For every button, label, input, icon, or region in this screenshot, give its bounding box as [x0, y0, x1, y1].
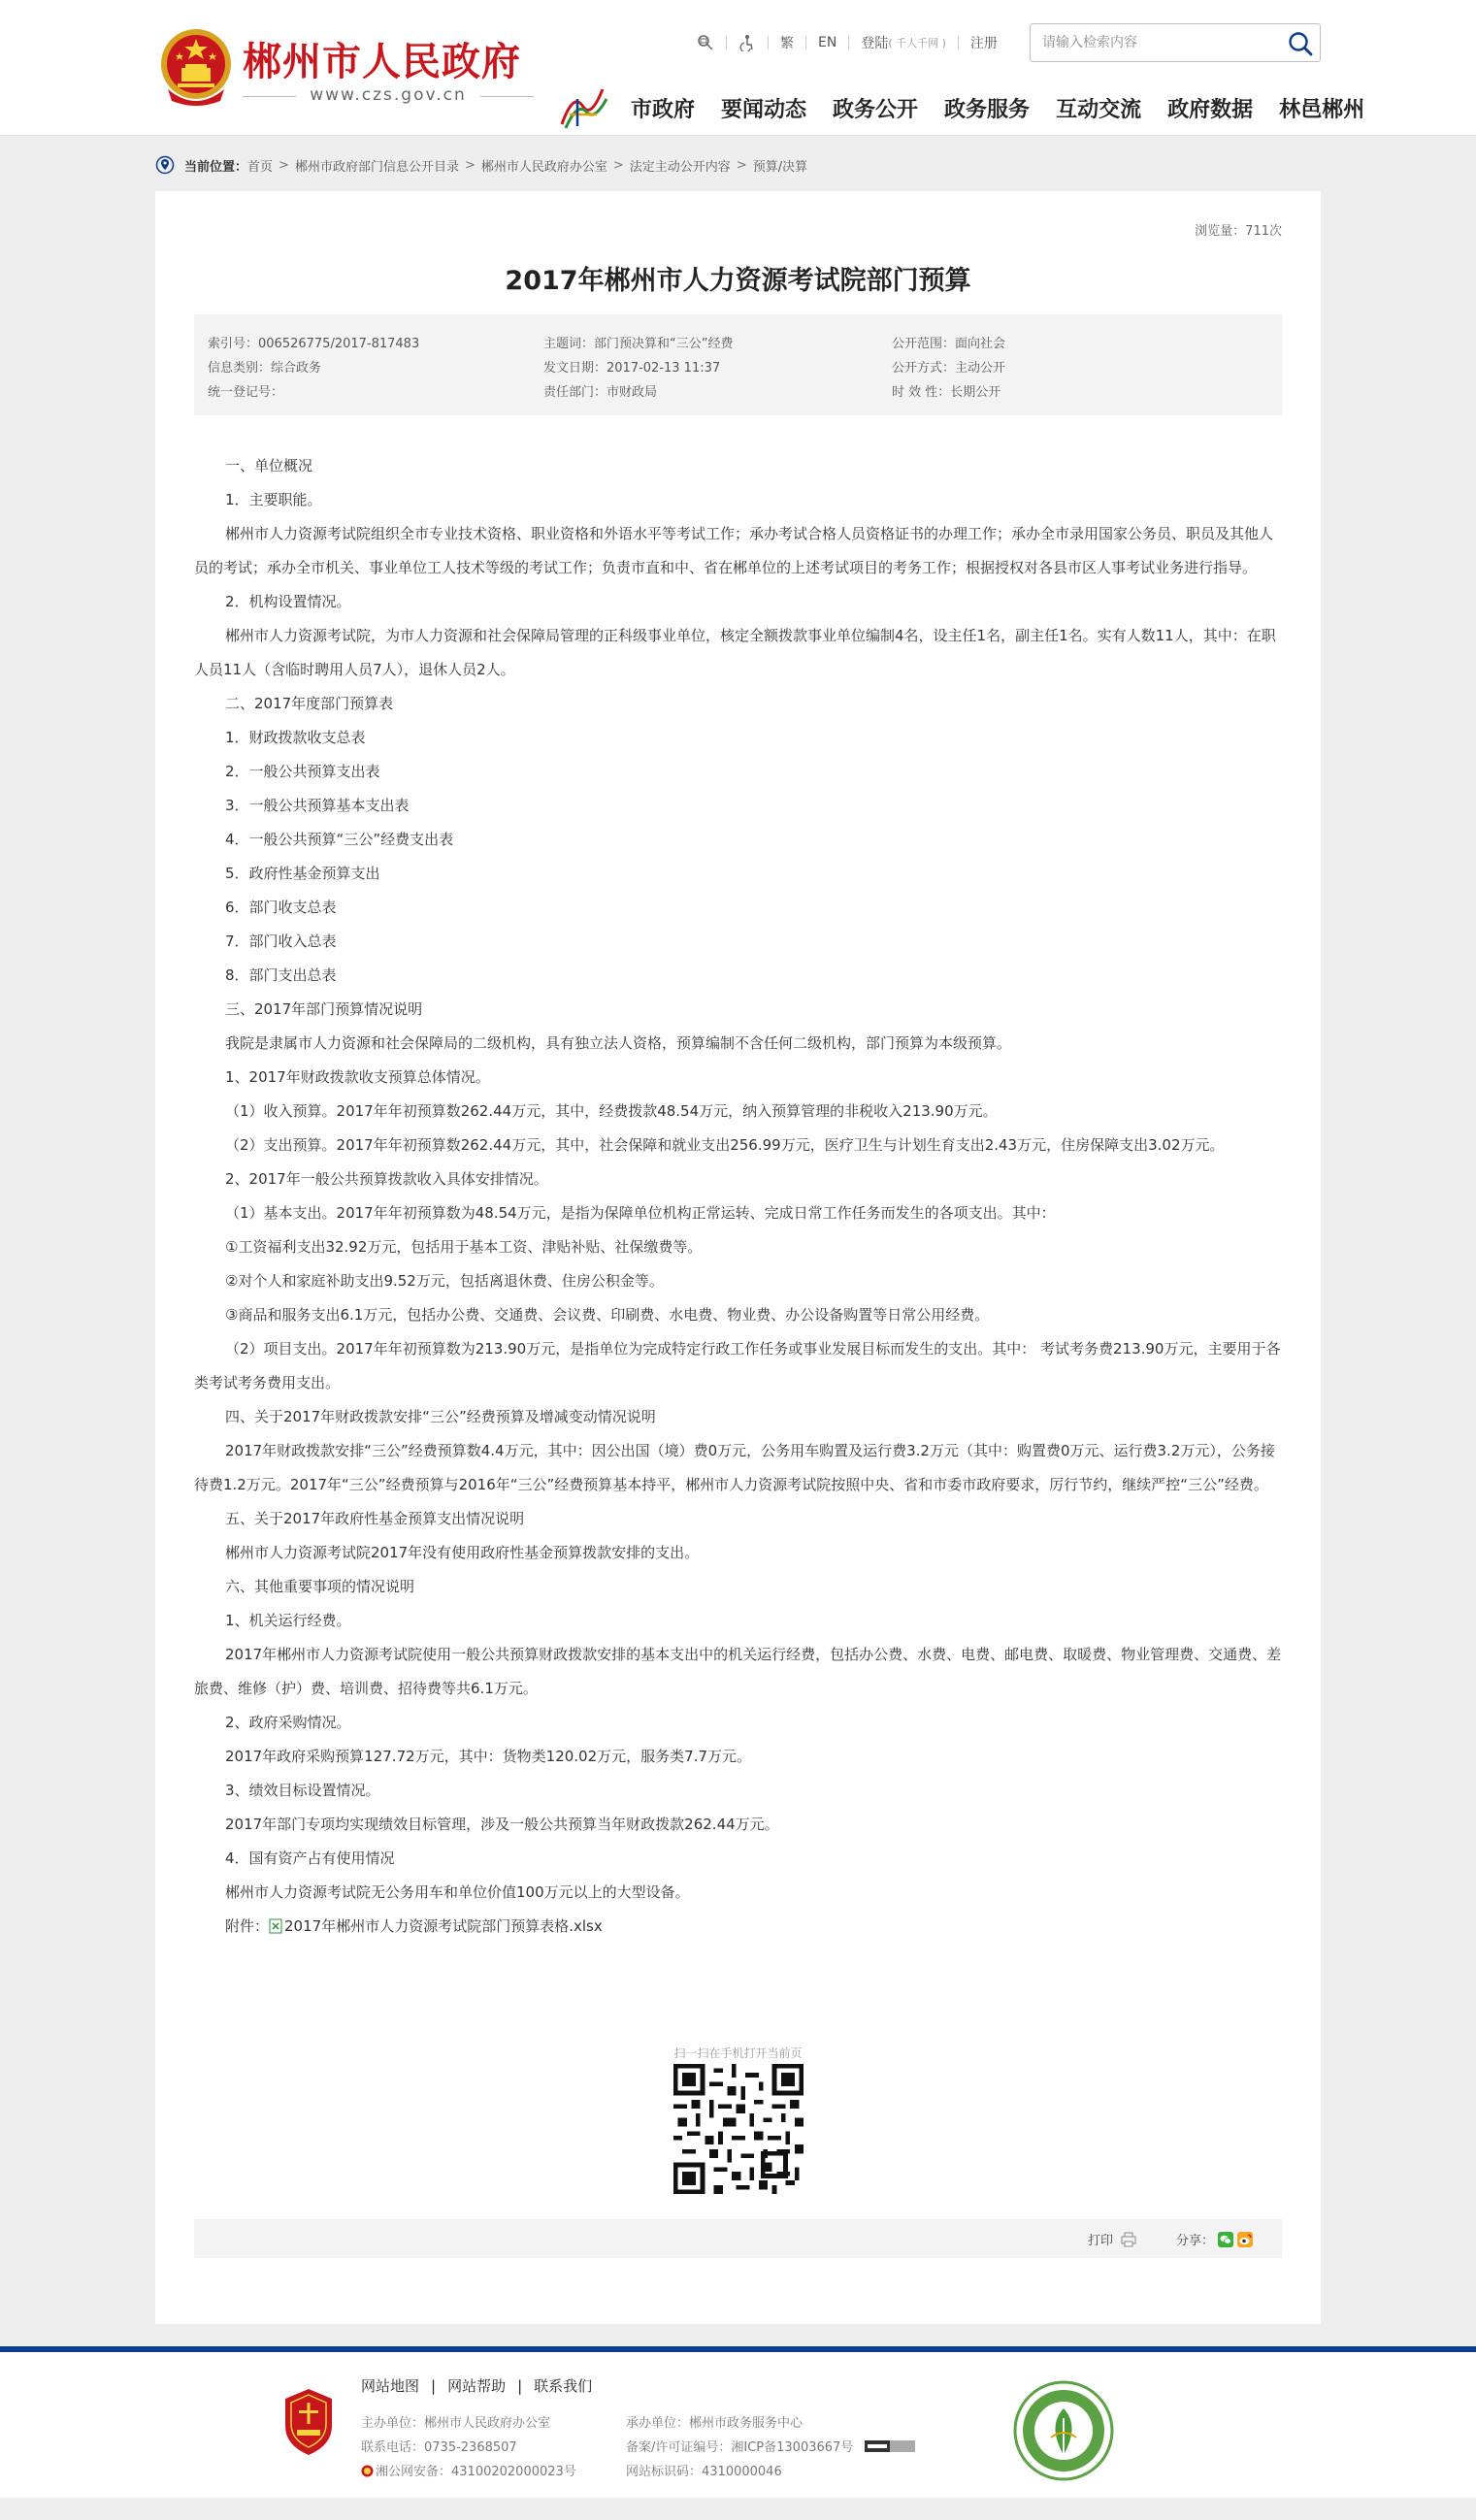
- breadcrumb: [155, 154, 807, 176]
- paragraph: （2）支出预算。2017年年初预算数262.44万元，其中，社会保障和就业支出256.99万元，医疗卫生与计划生育支出2.43万元，住房保障支出3.02万元。: [225, 1136, 1225, 1154]
- paragraph: 二、2017年度部门预算表: [225, 695, 394, 712]
- breadcrumb-dept-catalog[interactable]: 郴州市政府部门信息公开目录: [294, 159, 459, 175]
- paragraph: 1、2017年财政拨款收支预算总体情况。: [225, 1068, 490, 1086]
- register-link[interactable]: 注册: [969, 36, 998, 51]
- breadcrumb-separator: >: [612, 157, 624, 173]
- attachment-label: 附件：: [225, 1917, 270, 1935]
- toolbar-separator: [958, 36, 959, 49]
- national-emblem-icon[interactable]: [158, 25, 234, 107]
- police-badge-icon: [361, 2465, 374, 2477]
- share-group: [1176, 2230, 1253, 2248]
- english-link[interactable]: EN: [818, 35, 837, 50]
- meta-category: 信息类别：综合政务: [208, 361, 322, 376]
- search-box: [1030, 23, 1321, 62]
- footer-link-help[interactable]: 网站帮助: [447, 2377, 507, 2395]
- paragraph: 3、绩效目标设置情况。: [225, 1782, 380, 1799]
- paragraph: 2017年郴州市人力资源考试院使用一般公共预算财政拨款安排的基本支出中的机关运行经费，包括办公费、水费、电费、邮电费、取暖费、物业管理费、交通费、差旅费、维修（护）费、培训费、招待费等共6.1万元。: [194, 1646, 1282, 1697]
- wechat-icon[interactable]: [1218, 2232, 1233, 2247]
- article-card: [155, 191, 1321, 2324]
- toolbar-separator: [848, 36, 849, 49]
- paragraph: 7．部门收入总表: [225, 933, 337, 950]
- accessibility-icon[interactable]: [697, 34, 714, 51]
- search-input[interactable]: [1031, 24, 1273, 61]
- weibo-icon[interactable]: [1237, 2232, 1253, 2247]
- civilized-city-badge-icon[interactable]: [1012, 2379, 1115, 2482]
- site-url: www.czs.gov.cn: [310, 85, 467, 105]
- meta-topic: 主题词：部门预决算和“三公”经费: [543, 337, 734, 351]
- breadcrumb-office[interactable]: 郴州市人民政府办公室: [480, 159, 607, 175]
- toolbar-separator: [805, 36, 806, 49]
- paragraph: 3．一般公共预算基本支出表: [225, 797, 410, 814]
- footer-link-sitemap[interactable]: 网站地图: [361, 2377, 420, 2395]
- paragraph: 2、2017年一般公共预算拨款收入具体安排情况。: [225, 1170, 548, 1188]
- paragraph: 四、关于2017年财政拨款安排“三公”经费预算及增减变动情况说明: [225, 1408, 656, 1425]
- elder-mode-icon[interactable]: [738, 34, 756, 51]
- footer-link-separator: |: [431, 2376, 437, 2395]
- paragraph: ②对个人和家庭补助支出9.52万元，包括离退休费、住房公积金等。: [225, 1272, 664, 1290]
- view-count-text: 浏览量：711次: [1195, 224, 1282, 239]
- paragraph: 2、政府采购情况。: [225, 1714, 351, 1731]
- login-note: ( 千人千网 ): [888, 37, 946, 49]
- main-nav: [631, 93, 1364, 123]
- footer-police-link[interactable]: 湘公网安备：43100202000023号: [376, 2465, 576, 2479]
- paragraph: ③商品和服务支出6.1万元，包括办公费、交通费、会议费、印刷费、水电费、物业费、办公设备购置等日常公用经费。: [225, 1306, 990, 1324]
- nav-item-government-services[interactable]: 政务服务: [944, 98, 1031, 122]
- excel-file-icon: [269, 1918, 282, 1934]
- article-title: 2017年郴州市人力资源考试院部门预算: [505, 266, 971, 296]
- footer-police-row: [361, 2461, 576, 2479]
- print-button[interactable]: [1088, 2230, 1136, 2248]
- qr-label: 扫一扫在手机打开当前页: [673, 2046, 803, 2060]
- site-footer: [0, 2352, 1476, 2498]
- printer-icon: [1121, 2232, 1136, 2247]
- paragraph: （2）项目支出。2017年年初预算数为213.90万元，是指单位为完成特定行政工作任务或事业发展目标而发生的支出。其中： 考试考务费213.90万元，主要用于各类考试考务费用支出。: [194, 1340, 1281, 1391]
- breadcrumb-statutory-content[interactable]: 法定主动公开内容: [629, 159, 731, 175]
- share-bar: [194, 2219, 1282, 2258]
- meta-index: 索引号：006526775/2017-817483: [208, 337, 420, 351]
- toolbar-separator: [726, 36, 727, 49]
- paragraph: 2．一般公共预算支出表: [225, 763, 380, 780]
- breadcrumb-label: 当前位置：: [184, 159, 248, 175]
- nav-item-interaction[interactable]: 互动交流: [1056, 98, 1142, 122]
- meta-date: 发文日期：2017-02-13 11:37: [543, 361, 721, 376]
- city-logo-icon: [558, 85, 608, 130]
- paragraph: 五、关于2017年政府性基金预算支出情况说明: [225, 1510, 525, 1527]
- qr-code-icon: [673, 2064, 804, 2194]
- paragraph: 4．国有资产占有使用情况: [225, 1849, 395, 1867]
- footer-links: [361, 2375, 592, 2396]
- party-government-badge-icon[interactable]: [281, 2387, 336, 2457]
- nav-item-government-data[interactable]: 政府数据: [1167, 98, 1254, 122]
- nav-item-linyi-chenzhou[interactable]: 林邑郴州: [1279, 98, 1365, 122]
- cnzz-stats-icon[interactable]: [865, 2440, 915, 2452]
- paragraph: 郴州市人力资源考试院，为市人力资源和社会保障局管理的正科级事业单位，核定全额拨款事业单位编制4名，设主任1名，副主任1名。实有人数11人，其中：在职人员11人（含临时聘用人员7人），退休人员2人。: [194, 627, 1276, 678]
- paragraph: 郴州市人力资源考试院组织全市专业技术资格、职业资格和外语水平等考试工作；承办考试合格人员资格证书的办理工作；承办全市录用国家公务员、职员及其他人员的考试；承办全市机关、事业单位工人技术等级的考试工作；负责市直和中、省在郴单位的上述考试项目的考务工作；根据授权对各县市区人事考试业务进行指导。: [194, 525, 1274, 576]
- paragraph: 三、2017年部门预算情况说明: [225, 1000, 423, 1018]
- paragraph: 2017年政府采购预算127.72万元，其中：货物类120.02万元，服务类7.7万元。: [225, 1748, 752, 1765]
- location-pin-icon: [155, 155, 175, 175]
- meta-method: 公开方式：主动公开: [892, 361, 1006, 376]
- view-count: [1195, 220, 1282, 239]
- nav-item-news[interactable]: 要闻动态: [721, 98, 807, 122]
- paragraph: 2．机构设置情况。: [225, 593, 351, 610]
- article-body: [194, 449, 1282, 1944]
- nav-item-city-government[interactable]: 市政府: [631, 98, 696, 122]
- footer-host: 主办单位：郴州市人民政府办公室: [361, 2416, 551, 2431]
- toolbar-separator: [768, 36, 769, 49]
- login-link[interactable]: 登陆: [861, 36, 889, 51]
- footer-link-contact[interactable]: 联系我们: [534, 2377, 593, 2395]
- site-title[interactable]: 郴州市人民政府: [243, 40, 521, 84]
- print-label: 打印: [1087, 2234, 1113, 2248]
- breadcrumb-home[interactable]: 首页: [247, 159, 274, 175]
- nav-item-government-affairs[interactable]: 政务公开: [833, 98, 919, 122]
- search-icon[interactable]: [1287, 30, 1314, 57]
- traditional-chinese-link[interactable]: 繁: [780, 36, 794, 51]
- article-meta: [194, 314, 1282, 415]
- url-divider-right: [480, 96, 534, 97]
- footer-operator: 承办单位：郴州市政务服务中心: [626, 2416, 804, 2431]
- meta-validity: 时 效 性：长期公开: [892, 385, 1001, 400]
- breadcrumb-separator: >: [736, 157, 747, 173]
- footer-phone: 联系电话：0735-2368507: [361, 2440, 517, 2455]
- breadcrumb-budget[interactable]: 预算/决算: [752, 159, 808, 175]
- paragraph: ①工资福利支出32.92万元，包括用于基本工资、津贴补贴、社保缴费等。: [225, 1238, 703, 1256]
- share-label: 分享：: [1175, 2234, 1214, 2248]
- paragraph: 一、单位概况: [225, 457, 313, 475]
- paragraph: 六、其他重要事项的情况说明: [225, 1578, 415, 1595]
- header-toolbar: [697, 31, 998, 54]
- paragraph: 4．一般公共预算“三公”经费支出表: [225, 831, 454, 848]
- footer-icp-link[interactable]: 备案/许可证编号：湘ICP备13003667号: [626, 2440, 854, 2455]
- paragraph: 郴州市人力资源考试院无公务用车和单位价值100万元以上的大型设备。: [225, 1883, 690, 1901]
- paragraph: 2017年财政拨款安排“三公”经费预算数4.4万元，其中：因公出国（境）费0万元，公务用车购置及运行费3.2万元（其中：购置费0万元、运行费3.2万元），公务接待费1.2万元。2017年“三公”经费预算与2016年“三公”经费预算基本持平，郴州市人力资源考试院按照中央、省和市委市政府要求，厉行节约，继续严控“三公”经费。: [194, 1442, 1275, 1493]
- breadcrumb-separator: >: [464, 157, 476, 173]
- breadcrumb-separator: >: [279, 157, 289, 173]
- meta-scope: 公开范围：面向社会: [892, 337, 1006, 351]
- paragraph: 郴州市人力资源考试院2017年没有使用政府性基金预算拨款安排的支出。: [225, 1544, 700, 1561]
- meta-dept: 责任部门：市财政局: [543, 385, 658, 400]
- paragraph: 8．部门支出总表: [225, 966, 337, 984]
- site-header: [0, 0, 1476, 136]
- footer-site-code: 网站标识码：4310000046: [626, 2465, 782, 2479]
- paragraph: 1．主要职能。: [225, 491, 322, 508]
- paragraph: 1．财政拨款收支总表: [225, 729, 366, 746]
- paragraph: 5．政府性基金预算支出: [225, 865, 380, 882]
- paragraph: 我院是隶属市人力资源和社会保障局的二级机构，具有独立法人资格，预算编制不含任何二级机构，部门预算为本级预算。: [225, 1034, 1012, 1052]
- meta-reg-no: 统一登记号：: [208, 385, 284, 400]
- attachment-row: [194, 1910, 1282, 1944]
- attachment-link[interactable]: 2017年郴州市人力资源考试院部门预算表格.xlsx: [284, 1917, 603, 1935]
- paragraph: 6．部门收支总表: [225, 899, 337, 916]
- paragraph: 1、机关运行经费。: [225, 1612, 351, 1629]
- footer-icp-row: [626, 2437, 915, 2455]
- paragraph: （1）收入预算。2017年年初预算数262.44万元，其中，经费拨款48.54万元，纳入预算管理的非税收入213.90万元。: [225, 1102, 998, 1120]
- paragraph: 2017年部门专项均实现绩效目标管理，涉及一般公共预算当年财政拨款262.44万元。: [225, 1816, 779, 1833]
- paragraph: （1）基本支出。2017年年初预算数为48.54万元，是指为保障单位机构正常运转、完成日常工作任务而发生的各项支出。其中：: [225, 1204, 1056, 1222]
- footer-link-separator: |: [517, 2376, 523, 2395]
